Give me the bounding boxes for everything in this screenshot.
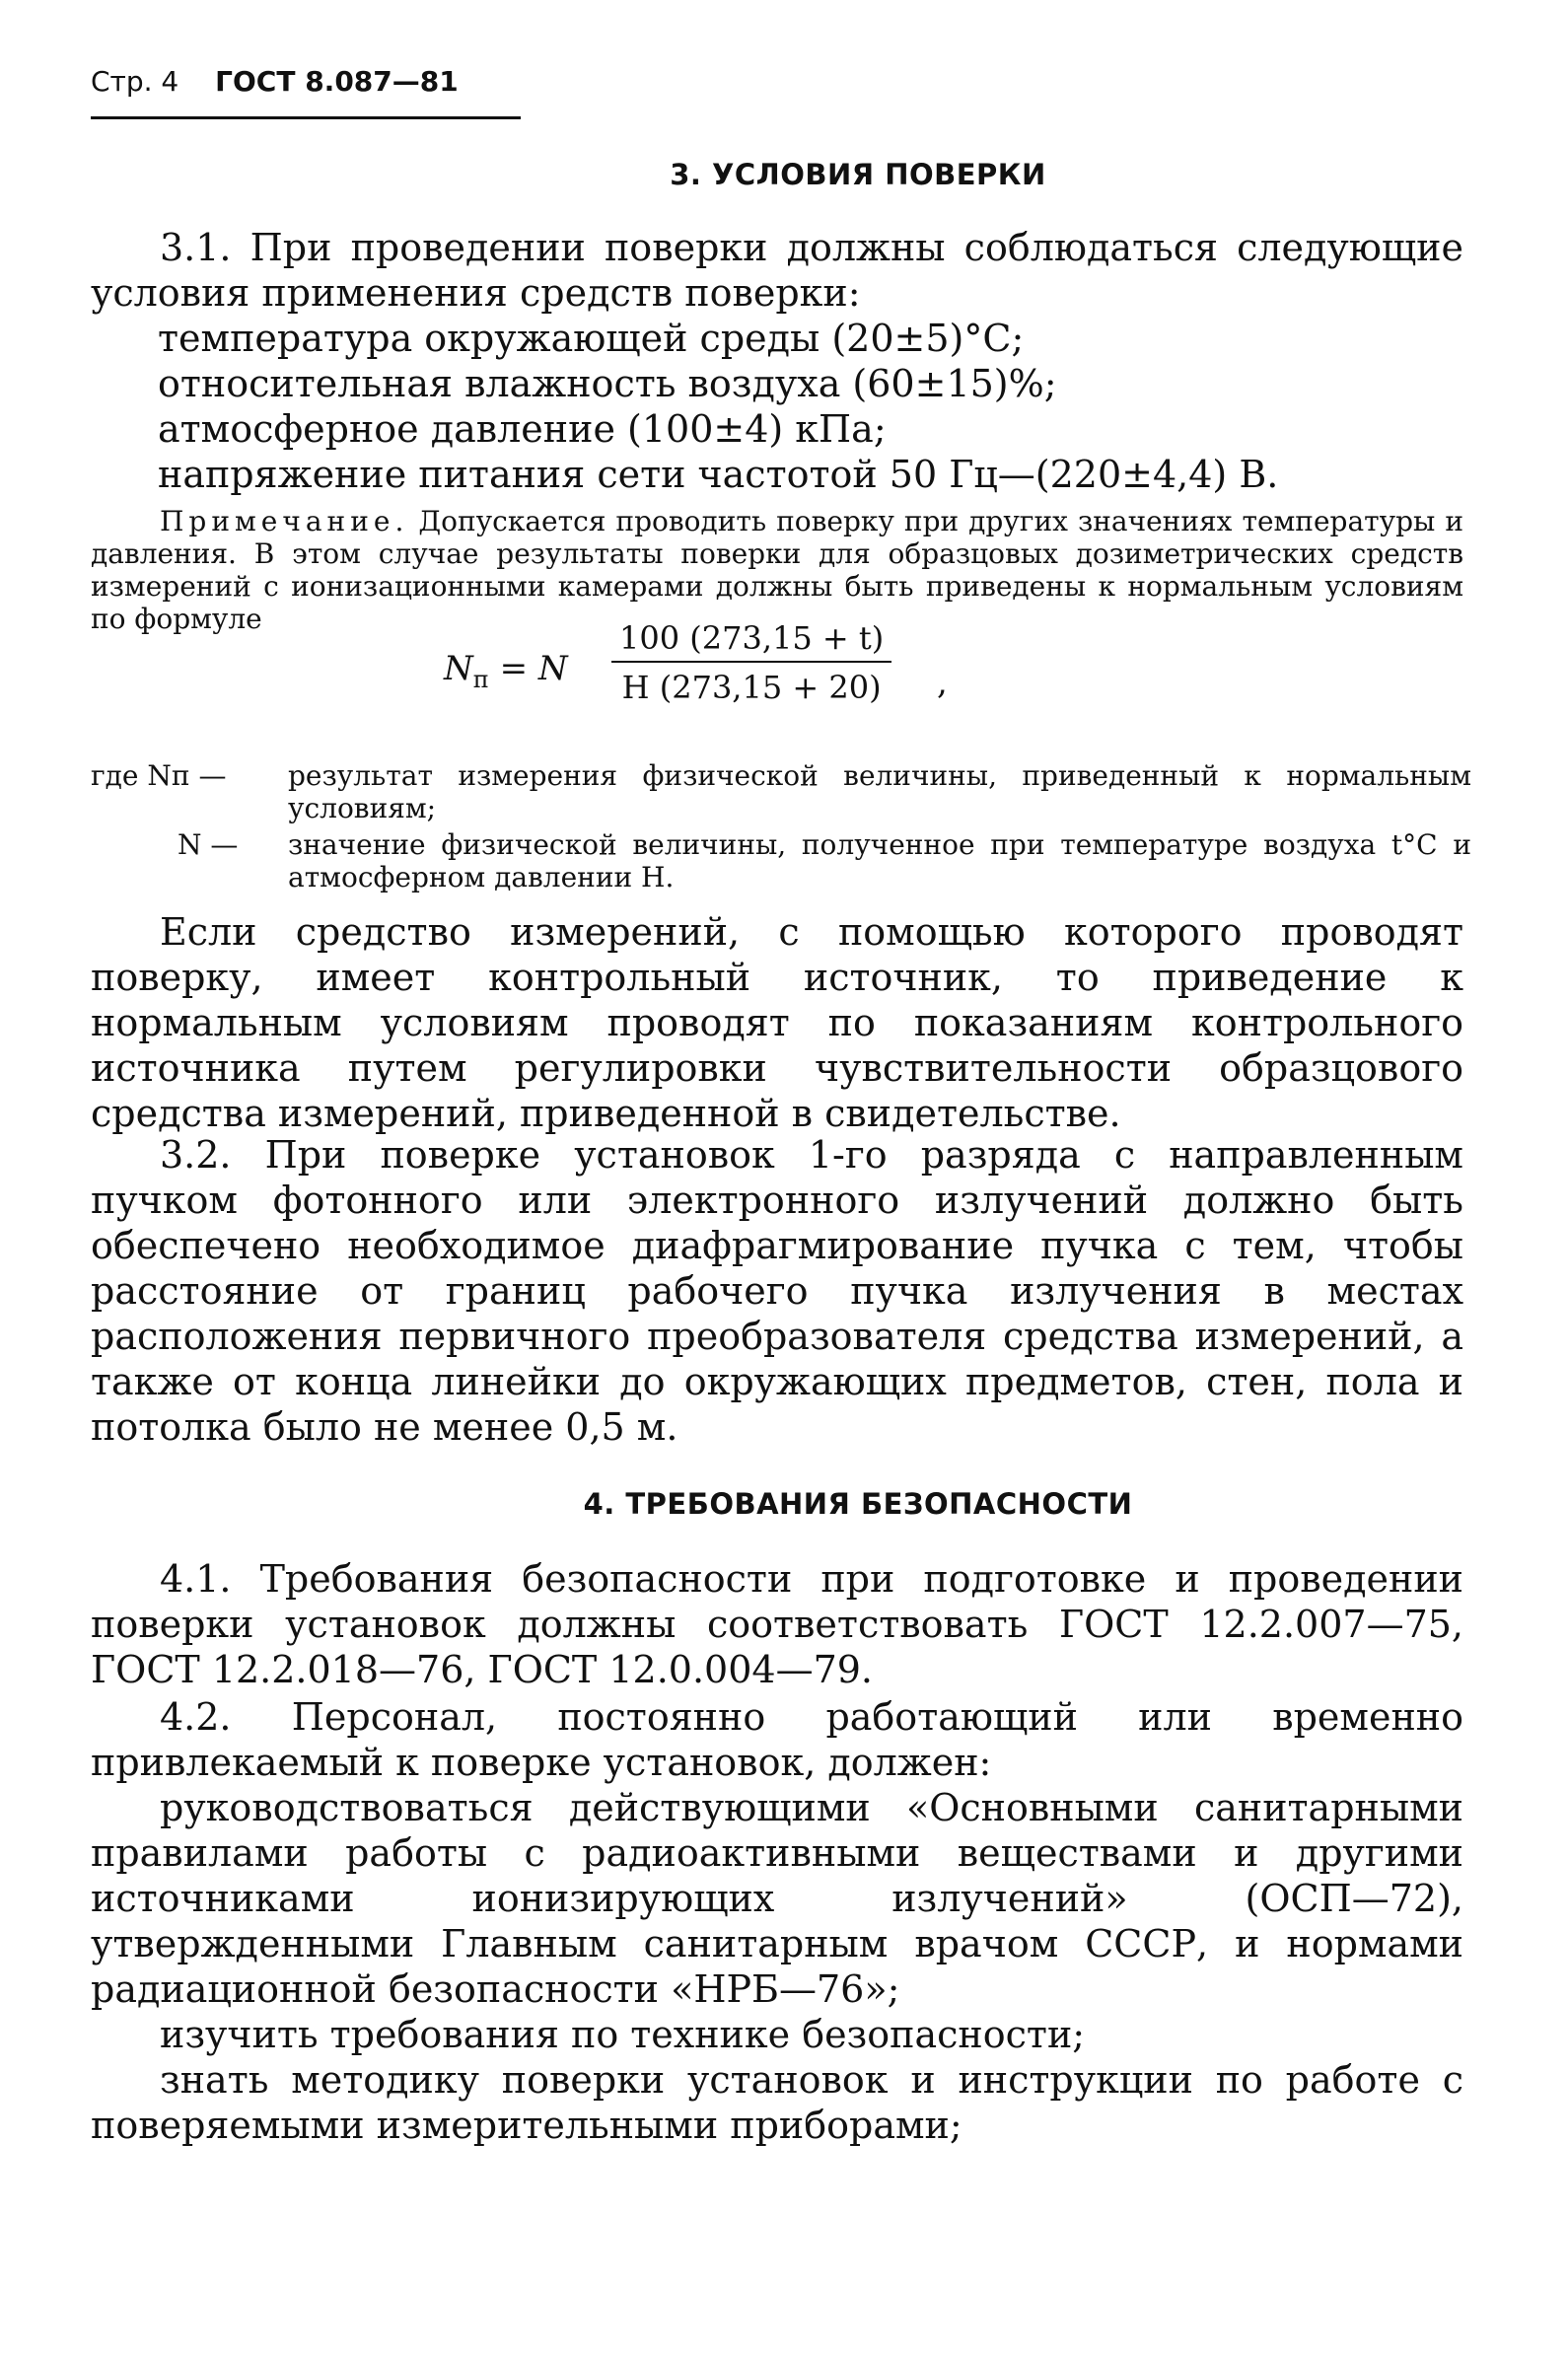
definition-n [91, 828, 1471, 897]
header-rule [91, 116, 521, 119]
section-4-title: 4. ТРЕБОВАНИЯ БЕЗОПАСНОСТИ [583, 1487, 1133, 1521]
note-text: Допускается проводить поверку при других значениях температуры и давления. В этом случае результаты поверки для образцовых дозиметрических средств измерений с ионизационными камерами должны быть приведены к нормальным условиям по формуле [91, 505, 1463, 635]
definition-n-symbol: N — [178, 828, 239, 861]
page-header [91, 65, 459, 98]
formula-fraction [611, 619, 891, 706]
paragraph-control-source: Если средство измерений, с помощью которого проводят поверку, имеет контрольный источник, то приведение к нормальным условиям проводят по показаниям контрольного источника путем регулировки чувствительности образцового средства измерений, приведенной в свидетельстве. [91, 910, 1463, 1135]
definition-np-text: результат измерения физической величины, приведенный к нормальным условиям; [288, 759, 1471, 824]
condition-humidity: относительная влажность воздуха (60±15)%; [158, 362, 1057, 405]
paragraph-3-1: 3.1. При проведении поверки должны соблюдаться следующие условия применения средств поверки: [91, 226, 1463, 315]
formula-lhs-sub: п [472, 666, 489, 693]
requirement-item-3: знать методику поверки установок и инструкции по работе с поверяемыми измерительными приборами; [91, 2058, 1463, 2147]
standard-code: ГОСТ 8.087—81 [215, 65, 459, 98]
definition-n-text: значение физической величины, полученное при температуре воздуха t°С и атмосферном давлении H. [288, 828, 1471, 893]
paragraph-4-2: 4.2. Персонал, постоянно работающий или временно привлекаемый к поверке установок, должен: [91, 1695, 1463, 1784]
condition-voltage: напряжение питания сети частотой 50 Гц—(220±4,4) В. [158, 453, 1279, 496]
paragraph-4-1: 4.1. Требования безопасности при подготовке и проведении поверки установок должны соответствовать ГОСТ 12.2.007—75, ГОСТ 12.2.018—76, ГОСТ 12.0.004—79. [91, 1557, 1463, 1691]
requirement-item-1: руководствоваться действующими «Основными санитарными правилами работы с радиоактивными веществами и другими источниками ионизирующих излучений» (ОСП—72), утвержденными Главным санитарным врачом СССР, и нормами радиационной безопасности «НРБ—76»; [91, 1786, 1463, 2011]
section-3-title: 3. УСЛОВИЯ ПОВЕРКИ [670, 158, 1046, 191]
note-label: Примечание. [160, 505, 409, 537]
formula-lhs: N [444, 649, 473, 688]
definition-np-symbol: где Nп — [91, 759, 227, 792]
paragraph-3-2: 3.2. При поверке установок 1-го разряда с направленным пучком фотонного или электронного излучений должно быть обеспечено необходимое диафрагмирование пучка с тем, чтобы расстояние от границ рабочего пучка излучения в местах расположения первичного преобразователя средства измерений, а также от конца линейки до окружающих предметов, стен, пола и потолка было не менее 0,5 м. [91, 1133, 1463, 1449]
formula-denominator: H (273,15 + 20) [621, 669, 882, 706]
requirement-item-2: изучить требования по технике безопасности; [160, 2013, 1086, 2056]
normalization-formula [444, 619, 948, 706]
page-number: Стр. 4 [91, 65, 179, 98]
note [91, 505, 1463, 635]
formula-eq: = N [499, 649, 568, 688]
condition-temperature: температура окружающей среды (20±5)°С; [158, 317, 1025, 360]
condition-pressure: атмосферное давление (100±4) кПа; [158, 407, 887, 451]
formula-numerator: 100 (273,15 + t) [611, 619, 891, 663]
formula-tail: , [937, 663, 948, 702]
definition-np [91, 759, 1471, 828]
